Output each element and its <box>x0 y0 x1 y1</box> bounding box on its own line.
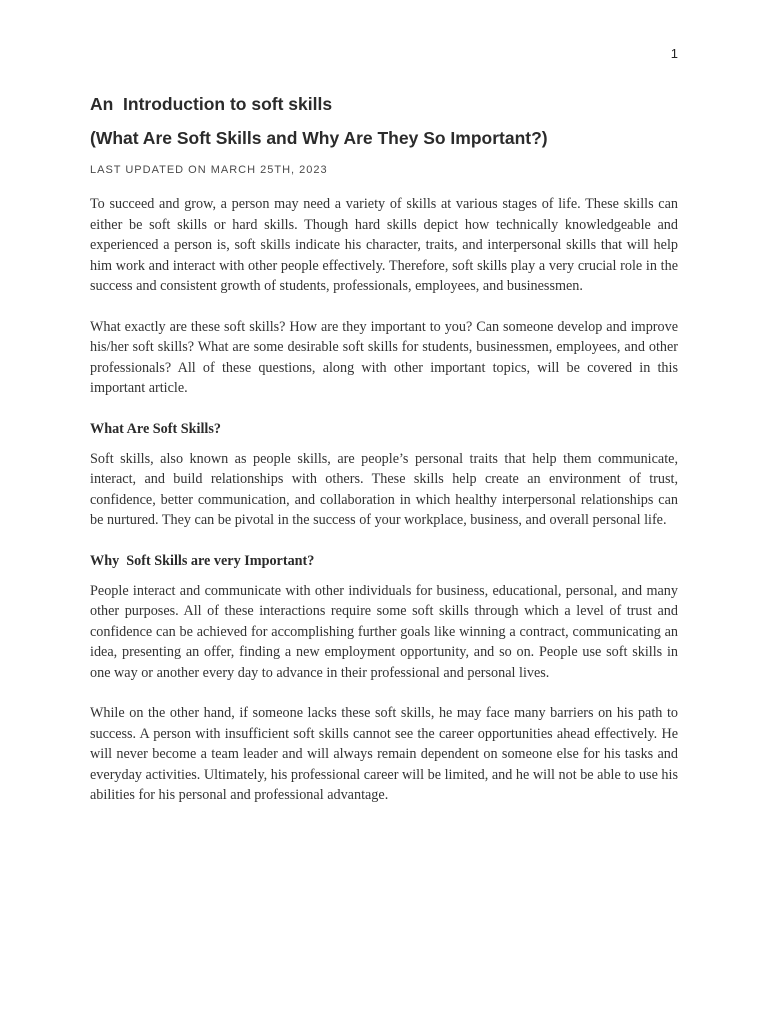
section-1-paragraph-1: Soft skills, also known as people skills, are people’s personal traits that help them communicate, interact, and build relationships with others. These skills help create an environment of trust, confidence, better communication, and collaboration in which healthy interpersonal relationships can be nurtured. They can be pivotal in the success of your workplace, business, and overall personal life. <box>90 450 678 528</box>
section-heading-what-are-soft-skills: What Are Soft Skills? <box>90 420 221 437</box>
document-title: An Introduction to soft skills <box>90 94 333 114</box>
page-number: 1 <box>670 46 678 61</box>
section-2-paragraph-2: While on the other hand, if someone lacks these soft skills, he may face many barriers on his path to success. A person with insufficient soft skills cannot see the career opportunities ahead effectively. He will never become a team leader and will always remain dependent on someone else for his tasks and everyday activities. Ultimately, his professional career will be limited, and he will not be able to use his abilities for his personal and professional advantage. <box>90 705 678 803</box>
last-updated-date: LAST UPDATED ON MARCH 25TH, 2023 <box>90 164 328 176</box>
intro-paragraph-1: To succeed and grow, a person may need a variety of skills at various stages of life. These skills can either be soft skills or hard skills. Though hard skills depict how technically knowledgeable and experienced a person is, soft skills indicate his character, traits, and interpersonal skills that will help him work and interact with other people effectively. Therefore, soft skills play a very crucial role in the success and consistent growth of students, professionals, employees, and businessmen. <box>90 196 678 294</box>
intro-paragraph-2: What exactly are these soft skills? How are they important to you? Can someone develop and improve his/her soft skills? What are some desirable soft skills for students, businessmen, employees, and other professionals? All of these questions, along with other important topics, will be covered in this important article. <box>90 318 678 396</box>
section-2-paragraph-1: People interact and communicate with other individuals for business, educational, personal, and many other purposes. All of these interactions require some soft skills through which a level of trust and confidence can be achieved for accomplishing further goals like winning a contract, communicating an idea, presenting an offer, finding a new employment opportunity, and so on. People use soft skills in one way or another every day to advance in their professional and personal lives. <box>90 582 678 681</box>
document-subtitle: (What Are Soft Skills and Why Are They So Important?) <box>90 128 548 148</box>
section-heading-why-important: Why Soft Skills are very Important? <box>90 552 315 569</box>
document-body <box>90 92 678 806</box>
